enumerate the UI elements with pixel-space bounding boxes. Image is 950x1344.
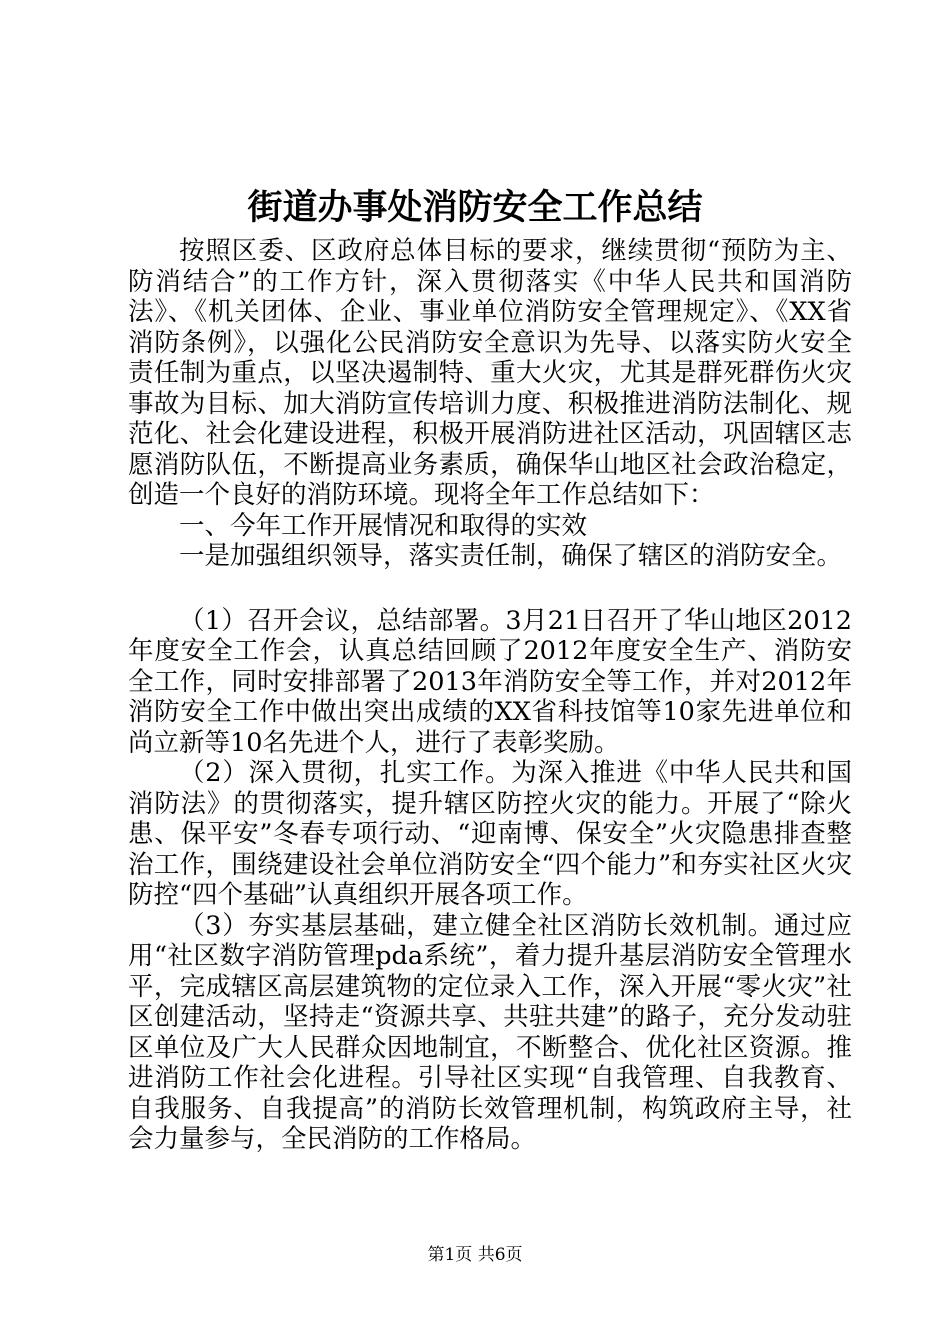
item-paragraph-2: （2）深入贯彻，扎实工作。为深入推进《中华人民共和国消防法》的贯彻落实，提升辖区防控火灾的能力。开展了“除火患、保平安”冬春专项行动、“迎南博、保安全”火灾隐患排查整治工作，围绕建设社会单位消防安全“四个能力”和夯实社区火灾防控“四个基础”认真组织开展各项工作。 [128,758,852,910]
subsection-heading: 一是加强组织领导，落实责任制，确保了辖区的消防安全。 [179,541,843,571]
section-heading: 一、今年工作开展情况和取得的实效 [179,510,588,541]
page-footer: 第1页 共6页 [427,1245,523,1265]
document-title: 街道办事处消防安全工作总结 [247,187,703,228]
document-body [128,236,852,1155]
item-paragraph-1: （1）召开会议，总结部署。3月21日召开了华山地区2012年度安全工作会，认真总结回顾了2012年度安全生产、消防安全工作，同时安排部署了2013年消防安全等工作，并对2012年消防安全工作中做出突出成绩的XX省科技馆等10家先进单位和尚立新等10名先进个人，进行了表彰奖励。 [128,605,852,758]
item-paragraph-3: （3）夯实基层基础，建立健全社区消防长效机制。通过应用“社区数字消防管理pda系统”，着力提升基层消防安全管理水平，完成辖区高层建筑物的定位录入工作，深入开展“零火灾”社区创建活动，坚持走“资源共享、共驻共建”的路子，充分发动驻区单位及广大人民群众因地制宜，不断整合、优化社区资源。推进消防工作社会化进程。引导社区实现“自我管理、自我教育、自我服务、自我提高”的消防长效管理机制，构筑政府主导，社会力量参与，全民消防的工作格局。 [128,910,852,1154]
intro-paragraph: 按照区委、区政府总体目标的要求，继续贯彻“预防为主、防消结合”的工作方针，深入贯彻落实《中华人民共和国消防法》、《机关团体、企业、事业单位消防安全管理规定》、《XX省消防条例》，以强化公民消防安全意识为先导、以落实防火安全责任制为重点，以坚决遏制特、重大火灾，尤其是群死群伤火灾事故为目标、加大消防宣传培训力度、积极推进消防法制化、规范化、社会化建设进程，积极开展消防进社区活动，巩固辖区志愿消防队伍，不断提高业务素质，确保华山地区社会政治稳定，创造一个良好的消防环境。现将全年工作总结如下： [128,236,852,510]
